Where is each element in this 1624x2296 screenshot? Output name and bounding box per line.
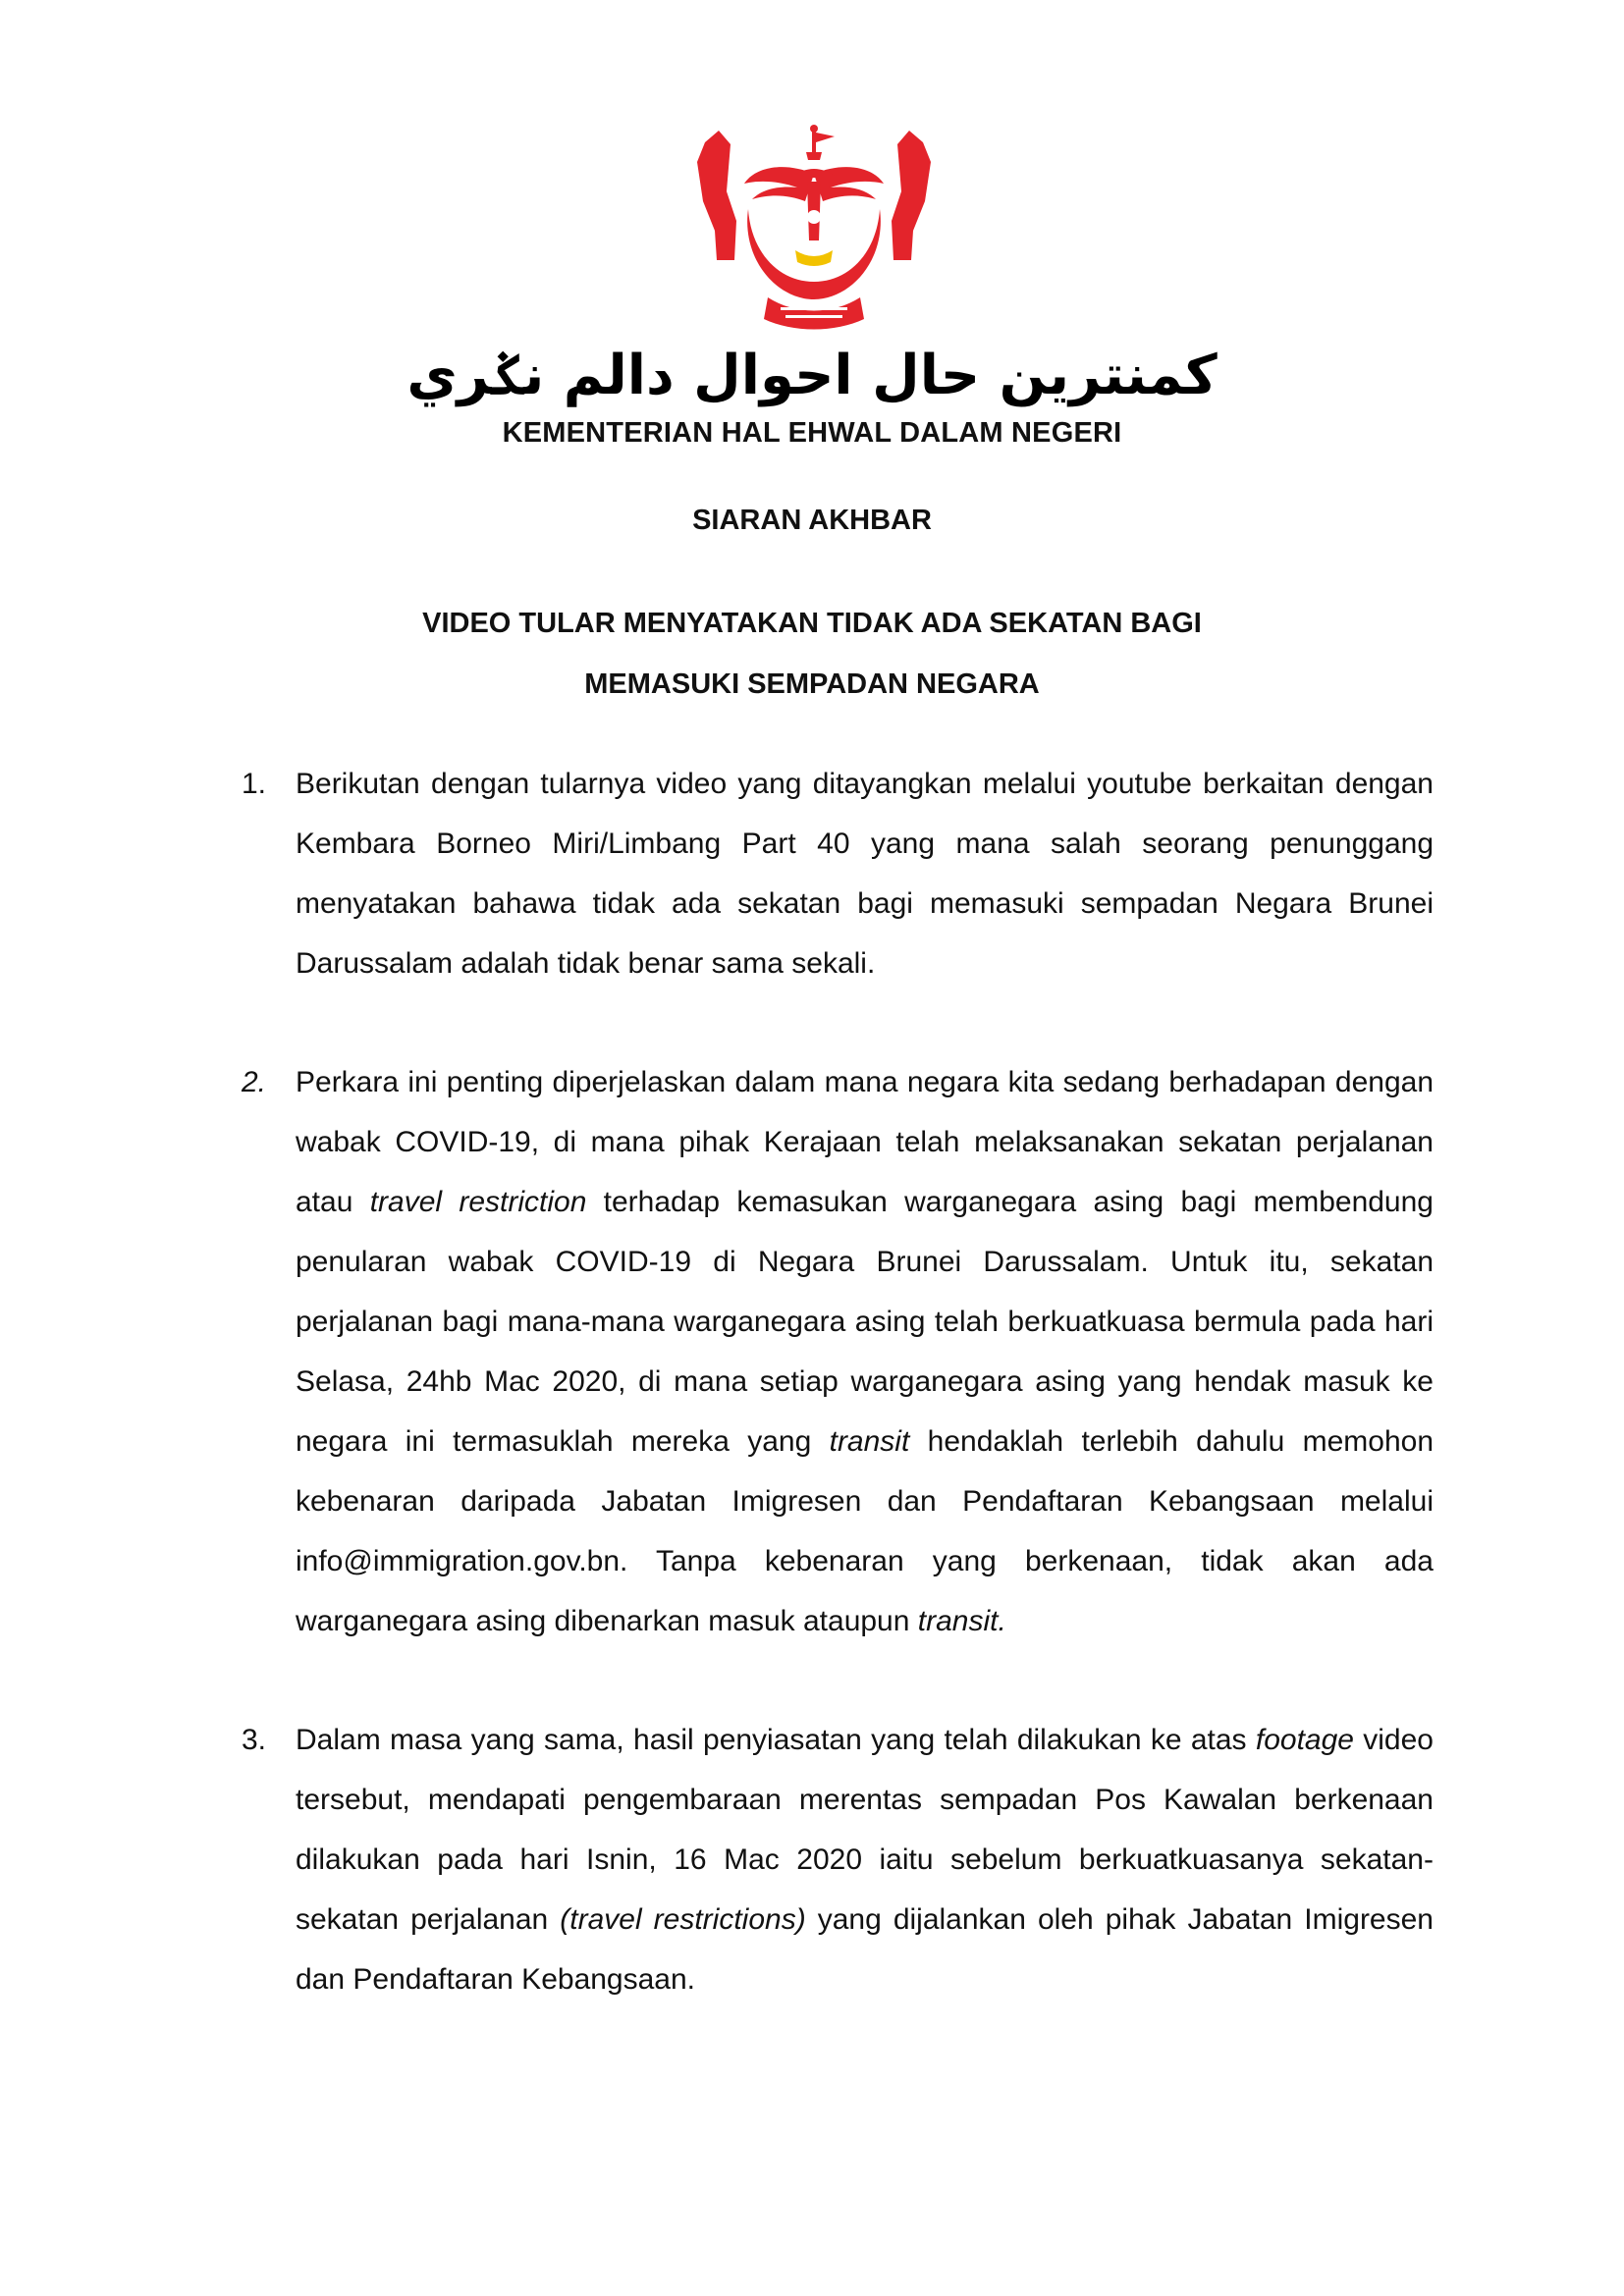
paragraph-number: 1. bbox=[242, 768, 267, 800]
document-label: SIARAN AKHBAR bbox=[692, 505, 932, 536]
paragraph-1 bbox=[242, 754, 1434, 993]
italic-term: footage bbox=[1255, 1724, 1354, 1756]
headline-line-1: VIDEO TULAR MENYATAKAN TIDAK ADA SEKATAN BAGI bbox=[422, 608, 1202, 639]
paragraph-number: 2. bbox=[242, 1066, 267, 1098]
italic-term: transit. bbox=[917, 1605, 1006, 1637]
italic-term: transit bbox=[829, 1425, 910, 1458]
paragraph-text: Perkara ini penting diperjelaskan dalam mana negara kita sedang berhadapan dengan wabak COVID-19, di mana pihak Kerajaan telah melaksanakan sekatan perjalanan atau travel restriction terhadap kemasukan warganegara asing bagi membendung penularan wabak COVID-19 di Negara Brunei Darussalam. Untuk itu, sekatan perjalanan bagi mana-mana warganegara asing telah berkuatkuasa bermula pada hari Selasa, 24hb Mac 2020, di mana setiap warganegara asing yang hendak masuk ke negara ini termasuklah mereka yang transit hendaklah terlebih dahulu memohon kebenaran daripada Jabatan Imigresen dan Pendaftaran Kebangsaan melalui info@immigration.gov.bn. Tanpa kebenaran yang berkenaan, tidak akan ada warganegara asing dibenarkan masuk ataupun transit. bbox=[296, 1066, 1435, 1637]
brunei-crest-logo bbox=[687, 123, 943, 334]
paragraph-2 bbox=[242, 1052, 1434, 1651]
headline bbox=[0, 593, 1624, 715]
headline-line-2: MEMASUKI SEMPADAN NEGARA bbox=[584, 668, 1040, 700]
italic-term: (travel restrictions) bbox=[560, 1903, 806, 1936]
ministry-title-jawi: كمنترين حال احوال دالم نݢري bbox=[406, 344, 1218, 407]
paragraph-text: Berikutan dengan tularnya video yang ditayangkan melalui youtube berkaitan dengan Kembara Borneo Miri/Limbang Part 40 yang mana salah seorang penunggang menyatakan bahawa tidak ada sekatan bagi memasuki sempadan Negara Brunei Darussalam adalah tidak benar sama sekali. bbox=[296, 768, 1434, 980]
italic-term: travel restriction bbox=[369, 1186, 587, 1218]
paragraph-3 bbox=[242, 1710, 1434, 2009]
ministry-title: KEMENTERIAN HAL EHWAL DALAM NEGERI bbox=[502, 417, 1122, 449]
paragraph-number: 3. bbox=[242, 1724, 267, 1756]
paragraph-text: Dalam masa yang sama, hasil penyiasatan yang telah dilakukan ke atas footage video tersebut, mendapati pengembaraan merentas sempadan Pos Kawalan berkenaan dilakukan pada hari Isnin, 16 Mac 2020 iaitu sebelum berkuatkuasanya sekatan-sekatan perjalanan (travel restrictions) yang dijalankan oleh pihak Jabatan Imigresen dan Pendaftaran Kebangsaan. bbox=[296, 1724, 1434, 1996]
